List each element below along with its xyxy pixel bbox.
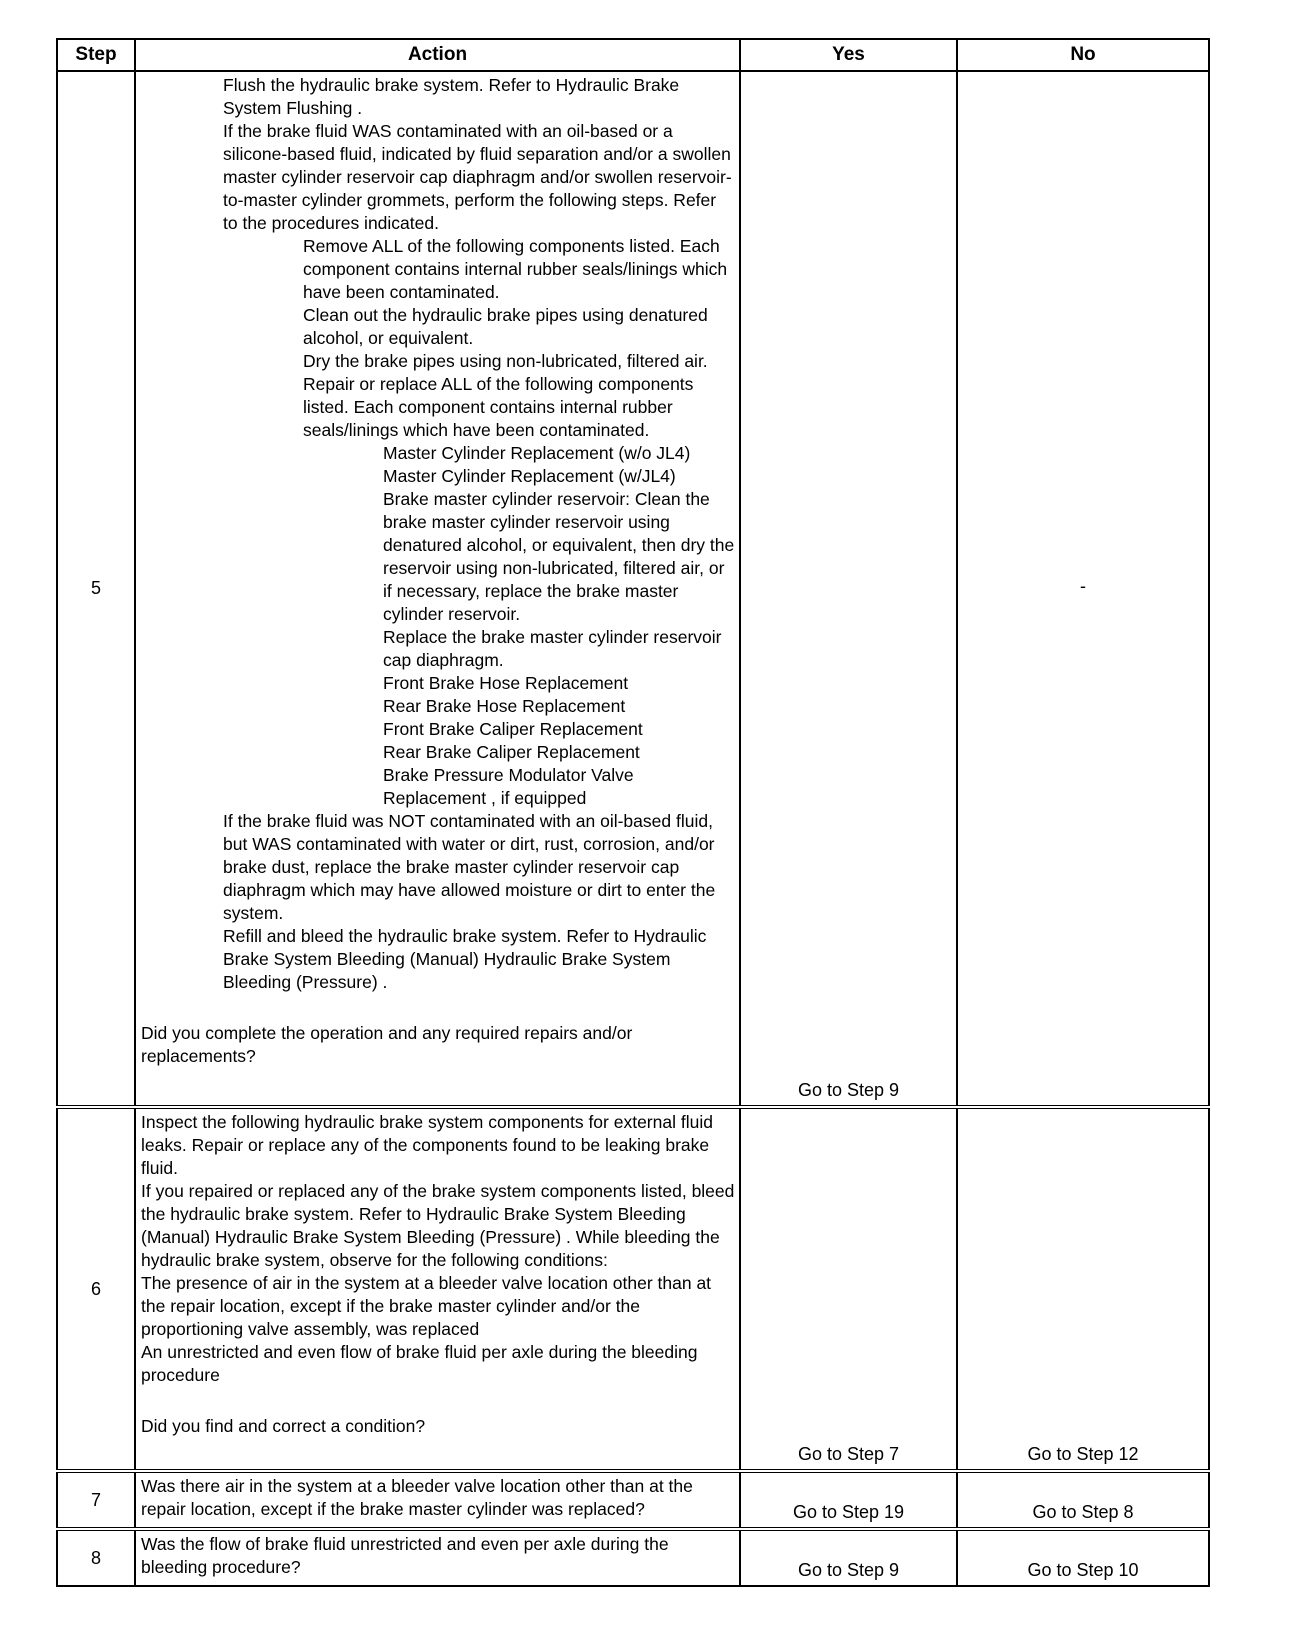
diagnostic-table [56,38,1210,1587]
action-cell [135,1471,740,1529]
action-line: Brake master cylinder reservoir: Clean the brake master cylinder reservoir using denatured alcohol, or equivalent, then dry the reservoir using non-lubricated, filtered air, or if necessary, replace the brake master cylinder reservoir. [383,489,735,624]
yes-cell: Go to Step 7 [740,1107,957,1471]
action-line: An unrestricted and even flow of brake fluid per axle during the bleeding procedure [141,1342,698,1385]
action-question: Did you find and correct a condition? [141,1416,426,1436]
action-line: Rear Brake Caliper Replacement [383,742,640,762]
action-cell [135,71,740,1107]
step-number: 5 [57,71,135,1107]
no-cell: Go to Step 8 [957,1471,1209,1529]
action-line: The presence of air in the system at a bleeder valve location other than at the repair location, except if the brake master cylinder and/or the proportioning valve assembly, was replaced [141,1273,712,1339]
no-cell: Go to Step 10 [957,1529,1209,1586]
action-line: Repair or replace ALL of the following components listed. Each component contains internal rubber seals/linings which have been contaminated. [303,374,694,440]
action-line: Replace the brake master cylinder reservoir cap diaphragm. [383,627,722,670]
header-step: Step [57,39,135,71]
action-line: Brake Pressure Modulator Valve Replacement , if equipped [383,765,634,808]
yes-cell: Go to Step 19 [740,1471,957,1529]
step-number: 8 [57,1529,135,1586]
action-line: Flush the hydraulic brake system. Refer to Hydraulic Brake System Flushing . [223,75,680,118]
yes-cell: Go to Step 9 [740,71,957,1107]
table-row [57,1529,1209,1586]
action-line: Inspect the following hydraulic brake system components for external fluid leaks. Repair or replace any of the components found to be leaking brake fluid. [141,1112,713,1178]
action-question: Did you complete the operation and any required repairs and/or replacements? [141,1023,633,1066]
header-yes: Yes [740,39,957,71]
table-row [57,1107,1209,1471]
action-line: If you repaired or replaced any of the brake system components listed, bleed the hydraulic brake system. Refer to Hydraulic Brake System Bleeding (Manual) Hydraulic Brake System Bleeding (Pressure) . While bleeding the hydraulic brake system, observe for the following conditions: [141,1181,735,1270]
action-cell [135,1107,740,1471]
action-line: Master Cylinder Replacement (w/o JL4) [383,443,691,463]
action-line: Clean out the hydraulic brake pipes using denatured alcohol, or equivalent. [303,305,708,348]
table-row [57,71,1209,1107]
no-cell: Go to Step 12 [957,1107,1209,1471]
header-action: Action [135,39,740,71]
step-number: 7 [57,1471,135,1529]
action-line: Front Brake Caliper Replacement [383,719,643,739]
action-line: If the brake fluid was NOT contaminated with an oil-based fluid, but WAS contaminated with water or dirt, rust, corrosion, and/or brake dust, replace the brake master cylinder reservoir cap diaphragm which may have allowed moisture or dirt to enter the system. [223,811,716,923]
action-question: Was there air in the system at a bleeder valve location other than at the repair location, except if the brake master cylinder was replaced? [141,1476,693,1519]
action-line: Rear Brake Hose Replacement [383,696,626,716]
spacer [141,1387,735,1415]
action-line: Master Cylinder Replacement (w/JL4) [383,466,676,486]
header-no: No [957,39,1209,71]
header-row [57,39,1209,71]
spacer [141,994,735,1022]
action-line: Remove ALL of the following components listed. Each component contains internal rubber seals/linings which have been contaminated. [303,236,728,302]
action-line: If the brake fluid WAS contaminated with an oil-based or a silicone-based fluid, indicated by fluid separation and/or a swollen master cylinder reservoir cap diaphragm and/or swollen reservoir-to-master cylinder grommets, perform the following steps. Refer to the procedures indicated. [223,121,732,233]
yes-cell: Go to Step 9 [740,1529,957,1586]
action-cell [135,1529,740,1586]
action-line: Refill and bleed the hydraulic brake system. Refer to Hydraulic Brake System Bleeding (Manual) Hydraulic Brake System Bleeding (Pressure) . [223,926,707,992]
no-cell: - [957,71,1209,1107]
table-row [57,1471,1209,1529]
action-line: Dry the brake pipes using non-lubricated, filtered air. [303,351,708,371]
action-line: Front Brake Hose Replacement [383,673,629,693]
action-question: Was the flow of brake fluid unrestricted and even per axle during the bleeding procedure? [141,1534,669,1577]
step-number: 6 [57,1107,135,1471]
